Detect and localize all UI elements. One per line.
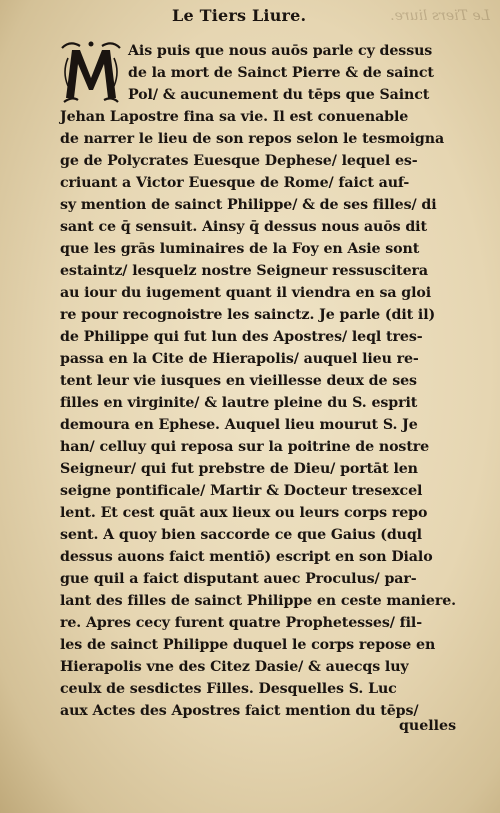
text-line: de Philippe qui fut lun des Apostres/ leql tres- bbox=[60, 329, 423, 345]
show-through-text: Le Tiers liure. bbox=[390, 8, 490, 24]
text-line: re pour recognoistre les sainctz. Je parle (dit il) bbox=[60, 307, 436, 323]
text-line: sent. A quoy bien saccorde ce que Gaius (duql bbox=[60, 527, 422, 543]
text-line: de narrer le lieu de son repos selon le tesmoigna bbox=[60, 131, 445, 147]
text-line: lent. Et cest quāt aux lieux ou leurs corps repo bbox=[60, 505, 428, 521]
text-line: Jehan Lapostre fina sa vie. Il est conuenable bbox=[60, 109, 409, 125]
svg-text:M: M bbox=[118, 104, 120, 105]
text-line: que les grās luminaires de la Foy en Asie sont bbox=[60, 241, 420, 257]
running-head: Le Tiers Liure. bbox=[172, 6, 307, 25]
text-line: ceulx de sesdictes Filles. Desquelles S. Luc bbox=[60, 681, 397, 697]
text-line: Ais puis que nous auōs parle cy dessus bbox=[128, 43, 433, 59]
text-line: sy mention de sainct Philippe/ & de ses filles/ di bbox=[60, 197, 437, 213]
text-line: Seigneur/ qui fut prebstre de Dieu/ portāt len bbox=[60, 461, 418, 477]
text-line: Hierapolis vne des Citez Dasie/ & auecqs luy bbox=[60, 659, 409, 675]
text-line: dessus auons faict mentiō) escript en son Dialo bbox=[60, 549, 433, 565]
text-line: tent leur vie iusques en vieillesse deux de ses bbox=[60, 373, 417, 389]
text-line: aux Actes des Apostres faict mention du tēps/ bbox=[60, 703, 419, 719]
text-line: demoura en Ephese. Auquel lieu mourut S. Je bbox=[60, 417, 418, 433]
initial-letter-glyph bbox=[58, 38, 124, 106]
text-line: seigne pontificale/ Martir & Docteur tresexcel bbox=[60, 483, 423, 499]
text-line: sant ce q̄ sensuit. Ainsy q̄ dessus nous auōs dit bbox=[60, 219, 427, 235]
text-line: estaintz/ lesquelz nostre Seigneur ressuscitera bbox=[60, 263, 429, 279]
text-line: Pol/ & aucunement du tēps que Sainct bbox=[128, 87, 430, 103]
text-line: gue quil a faict disputant auec Proculus/ par- bbox=[60, 571, 417, 587]
text-line: lant des filles de sainct Philippe en ceste maniere. bbox=[60, 593, 456, 609]
text-line: han/ celluy qui reposa sur la poitrine de nostre bbox=[60, 439, 430, 455]
decorated-initial bbox=[58, 38, 124, 106]
text-line: criuant a Victor Euesque de Rome/ faict auf- bbox=[60, 175, 410, 191]
text-line: de la mort de Sainct Pierre & de sainct bbox=[128, 65, 434, 81]
text-line: filles en virginite/ & lautre pleine du S. esprit bbox=[60, 395, 418, 411]
text-line: re. Apres cecy furent quatre Prophetesses/ fil- bbox=[60, 615, 423, 631]
text-line: les de sainct Philippe duquel le corps repose en bbox=[60, 637, 436, 653]
text-line: ge de Polycrates Euesque Dephese/ lequel es- bbox=[60, 153, 418, 169]
catchword: quelles bbox=[399, 718, 457, 734]
text-line: passa en la Cite de Hierapolis/ auquel lieu re- bbox=[60, 351, 419, 367]
text-line: au iour du iugement quant il viendra en sa gloi bbox=[60, 285, 432, 301]
